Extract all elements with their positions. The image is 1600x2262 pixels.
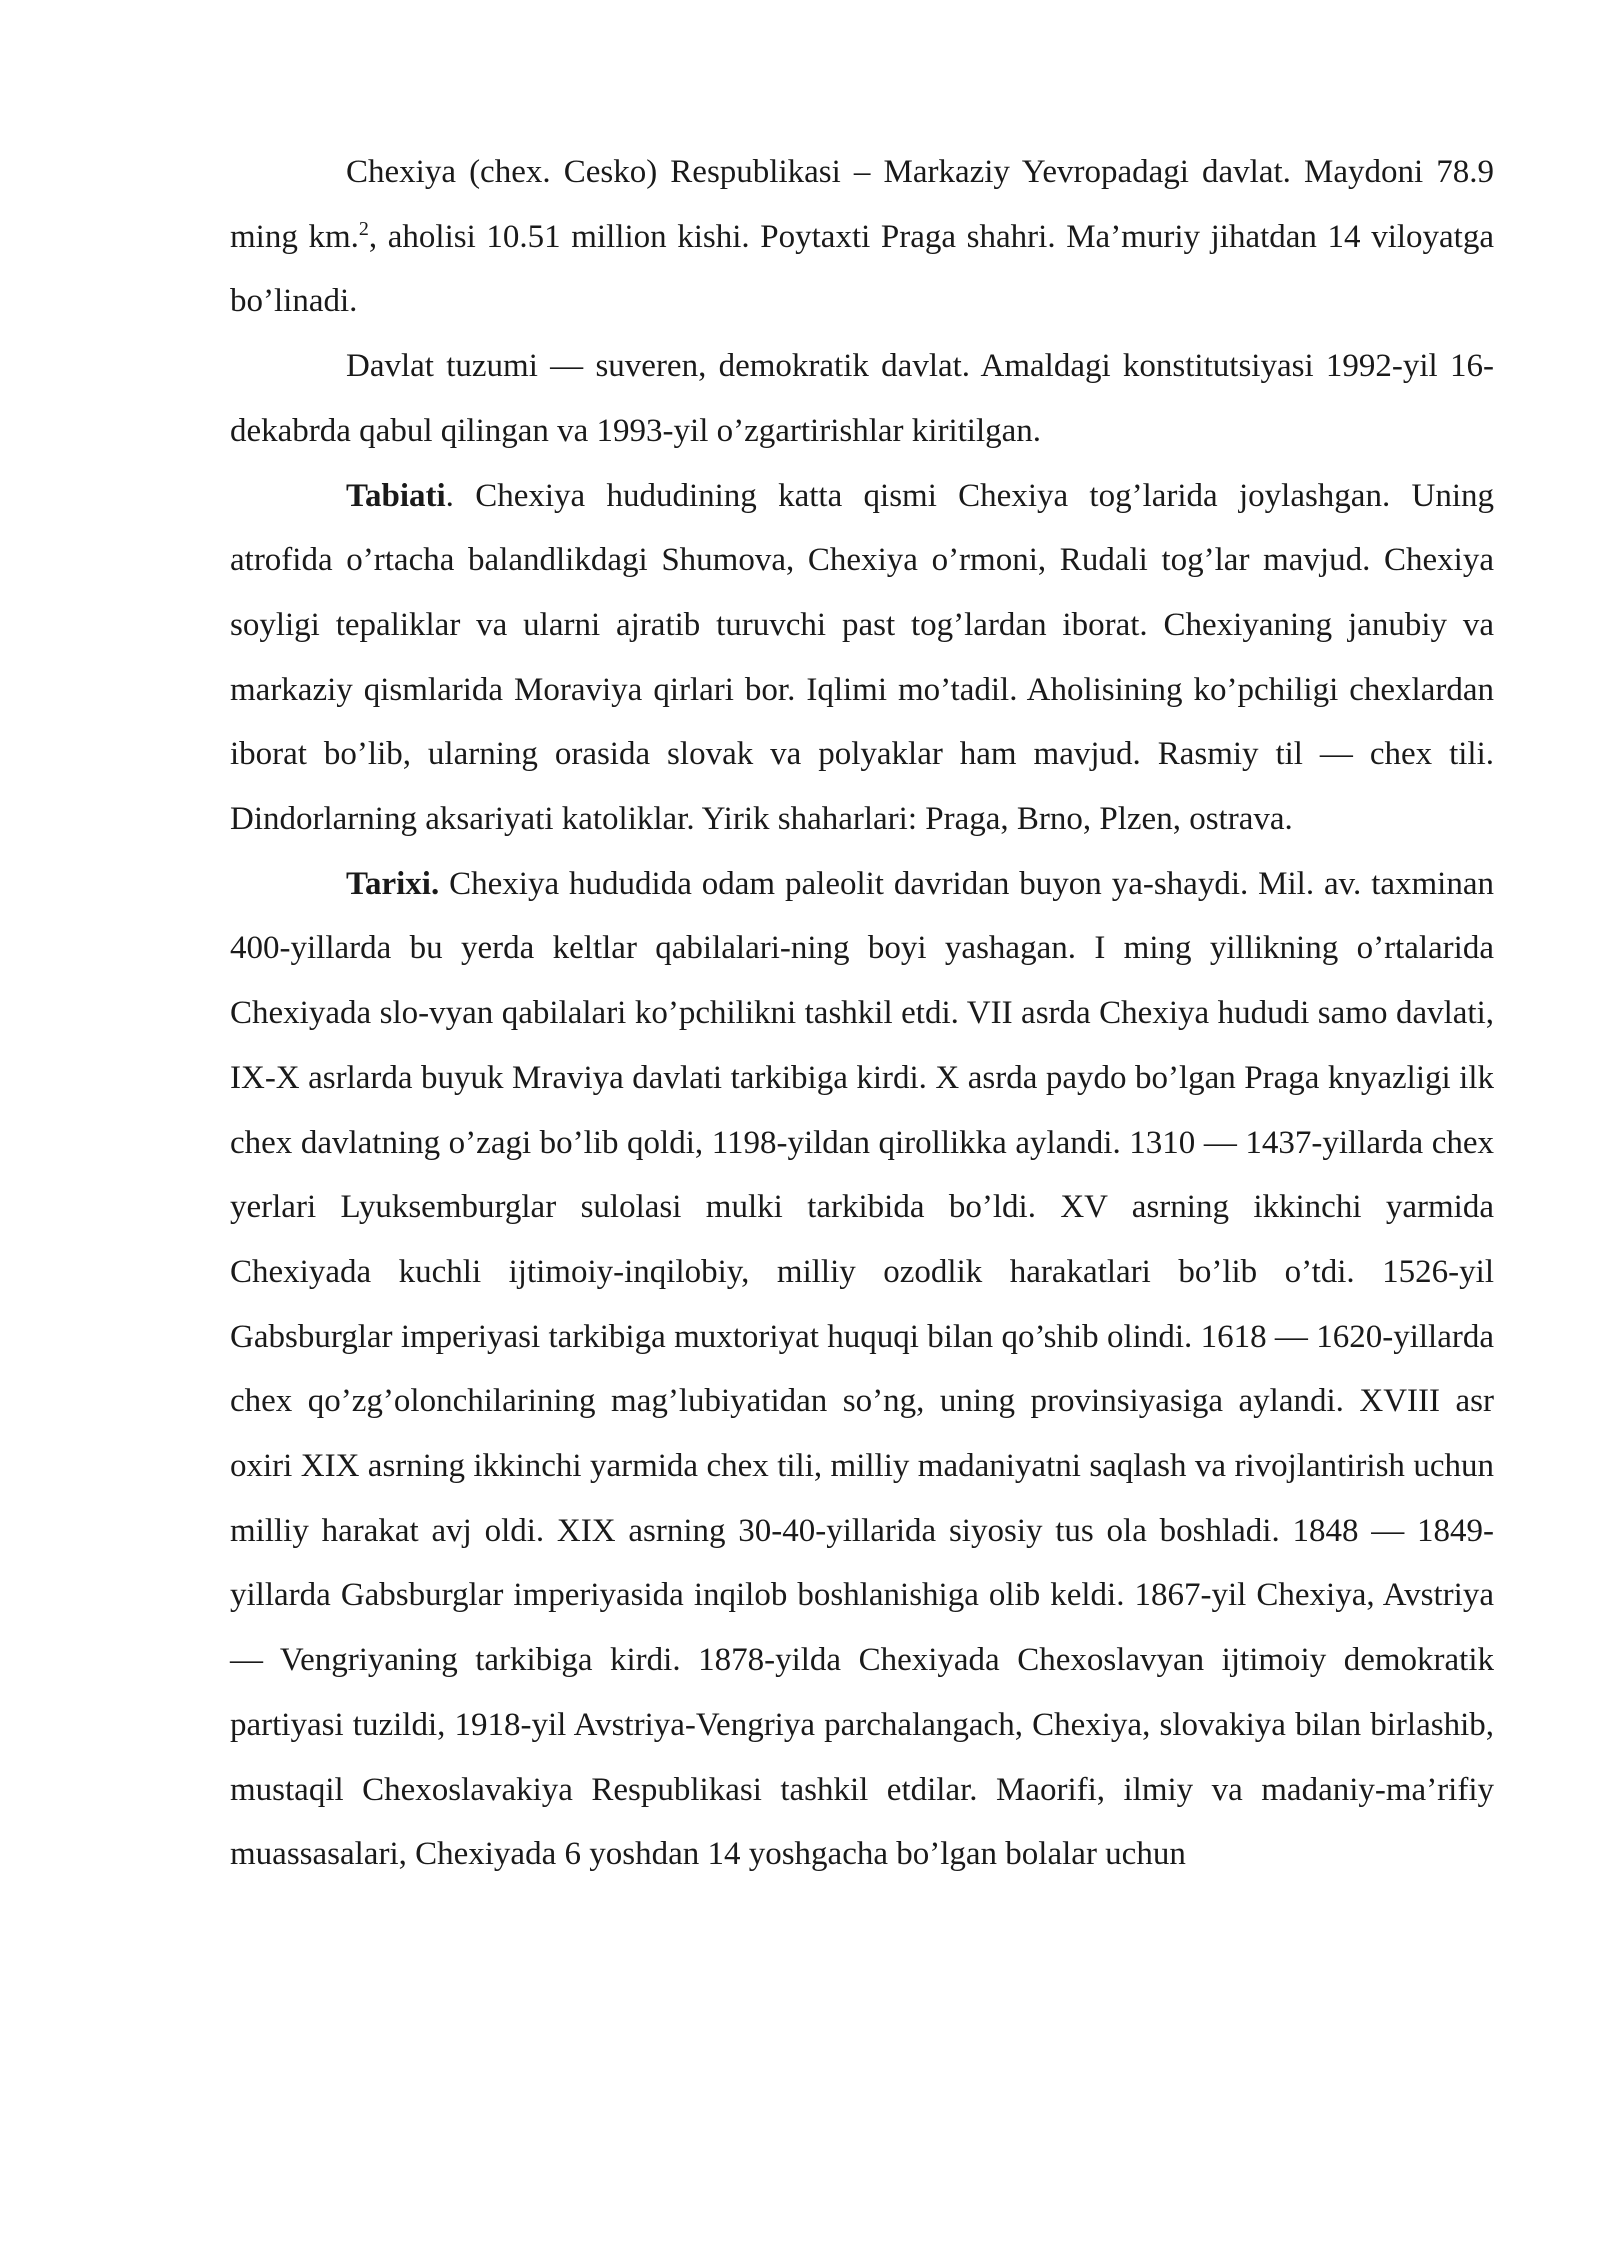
- history-text: Chexiya hududida odam paleolit davridan buyon ya-shaydi. Mil. av. taxminan 400-yillarda bu yerda keltlar qabilalari-ning boyi yashagan. I ming yillikning o’rtalarida Chexiyada slo-vyan qabilalari ko’pchilikni tashkil etdi. VII asrda Chexiya hududi samo davlati, IX-X asrlarda buyuk Mraviya davlati tarkibiga kirdi. X asrda paydo bo’lgan Praga knyazligi ilk chex davlatning o’zagi bo’lib qoldi, 1198-yildan qirollikka aylandi. 1310 — 1437-yillarda chex yerlari Lyuksemburglar sulolasi mulki tarkibida bo’ldi. XV asrning ikkinchi yarmida Chexiyada kuchli ijtimoiy-inqilobiy, milliy ozodlik harakatlari bo’lib o’tdi. 1526-yil Gabsburglar imperiyasi tarkibiga muxtoriyat huquqi bilan qo’shib olindi. 1618 — 1620-yillarda chex qo’zg’olonchilarining mag’lubiyatidan so’ng, uning provinsiyasiga aylandi. XVIII asr oxiri XIX asrning ikkinchi yarmida chex tili, milliy madaniyatni saqlash va rivojlantirish uchun milliy harakat avj oldi. XIX asrning 30-40-yillarida siyosiy tus ola boshladi. 1848 — 1849-yillarda Gabsburglar imperiyasida inqilob boshlanishiga olib keldi. 1867-yil Chexiya, Avstriya — Vengriyaning tarkibiga kirdi. 1878-yilda Chexiyada Chexoslavyan ijtimoiy demokratik partiyasi tuzildi, 1918-yil Avstriya-Vengriya parchalangach, Chexiya, slovakiya bilan birlashib, mustaqil Chexoslavakiya Respublikasi tashkil etdilar. Maorifi, ilmiy va madaniy-ma’rifiy muassasalari, Chexiyada 6 yoshdan 14 yoshgacha bo’lgan bolalar uchun: [230, 865, 1494, 1873]
- paragraph-government: Davlat tuzumi — suveren, demokratik davlat. Amaldagi konstitutsiyasi 1992-yil 16-dekabrda qabul qilingan va 1993-yil o’zgartirishlar kiritilgan.: [230, 348, 1494, 449]
- nature-text: . Chexiya hududining katta qismi Chexiya tog’larida joylashgan. Uning atrofida o’rtacha balandlikdagi Shumova, Chexiya o’rmoni, Rudali tog’lar mavjud. Chexiya soyligi tepaliklar va ularni ajratib turuvchi past tog’lardan iborat. Chexiyaning janubiy va markaziy qismlarida Moraviya qirlari bor. Iqlimi mo’tadil. Aholisining ko’pchiligi chexlardan iborat bo’lib, ularning orasida slovak va polyaklar ham mavjud. Rasmiy til — chex tili. Dindorlarning aksariyati katoliklar. Yirik shaharlari: Praga, Brno, Plzen, ostrava.: [230, 477, 1494, 838]
- superscript-2: 2: [358, 217, 369, 240]
- heading-tarixi: Tarixi.: [346, 865, 440, 902]
- paragraph-nature: [230, 464, 1494, 852]
- paragraph-history: [230, 852, 1494, 1887]
- paragraph-intro: [230, 140, 1494, 334]
- intro-text-end: , aholisi 10.51 million kishi. Poytaxti Praga shahri. Ma’muriy jihatdan 14 viloyatga bo’linadi.: [230, 218, 1494, 320]
- document-page: [230, 140, 1494, 1887]
- intro-text-start: Chexiya (chex. Cesko) Respublikasi – Markaziy Yevropadagi davlat. Maydoni 78.9 ming km.: [230, 154, 1494, 255]
- heading-tabiati: Tabiati: [346, 477, 446, 514]
